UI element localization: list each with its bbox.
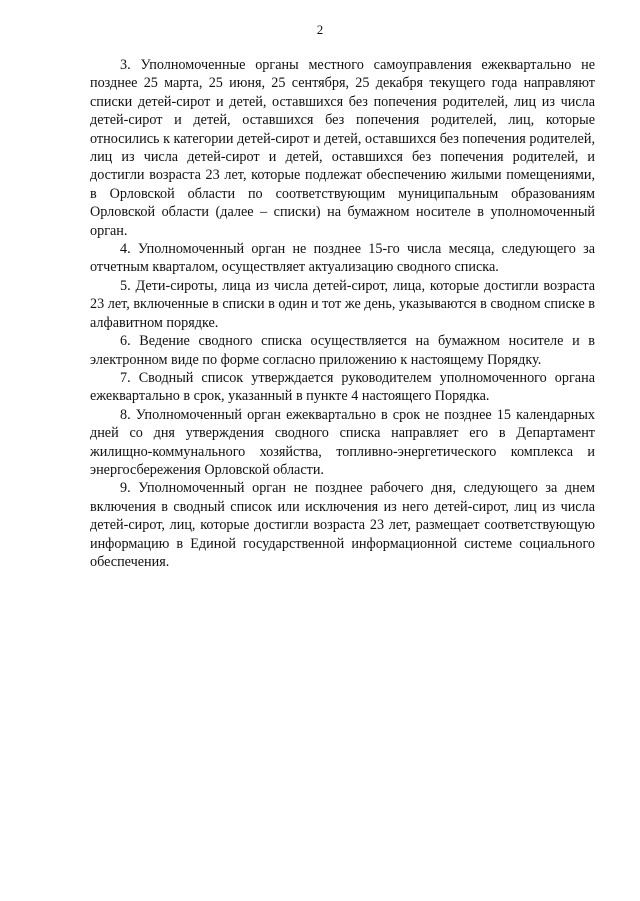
document-body bbox=[90, 56, 595, 571]
paragraph-9: 9. Уполномоченный орган не позднее рабочего дня, следующего за днем включения в сводный список или исключения из него детей-сирот, лиц из числа детей-сирот, лиц, которые достигли возраста 23 лет, размещает соответствующую информацию в Единой государственной информационной системе социального обеспечения. bbox=[90, 480, 595, 570]
paragraph-5: 5. Дети-сироты, лица из числа детей-сирот, лица, которые достигли возраста 23 лет, включенные в списки в один и тот же день, указываются в сводном списке в алфавитном порядке. bbox=[90, 277, 595, 331]
paragraph-3: 3. Уполномоченные органы местного самоуправления ежеквартально не позднее 25 марта, 25 июня, 25 сентября, 25 декабря текущего года направляют списки детей-сирот и детей, оставшихся без попечения родителей, лиц из числа детей-сирот и детей, оставшихся без попечения родителей, лиц, которые относились к категории детей-сирот и детей, оставшихся без попечения родителей, лиц из числа детей-сирот и детей, оставшихся без попечения родителей, и достигли возраста 23 лет, которые подлежат обеспечению жилыми помещениями, в Орловской области по соответствующим муниципальным образованиям Орловской области (далее – списки) на бумажном носителе в уполномоченный орган. bbox=[90, 57, 595, 239]
paragraph-7: 7. Сводный список утверждается руководителем уполномоченного органа ежеквартально в срок, указанный в пункте 4 настоящего Порядка. bbox=[90, 369, 595, 405]
paragraph-4: 4. Уполномоченный орган не позднее 15-го числа месяца, следующего за отчетным кварталом, осуществляет актуализацию сводного списка. bbox=[90, 241, 595, 276]
page-number: 2 bbox=[316, 22, 324, 37]
paragraph-6: 6. Ведение сводного списка осуществляется на бумажном носителе и в электронном виде по форме согласно приложению к настоящему Порядку. bbox=[90, 333, 595, 368]
paragraph-8: 8. Уполномоченный орган ежеквартально в срок не позднее 15 календарных дней со дня утверждения сводного списка направляет его в Департамент жилищно-коммунального хозяйства, топливно-энергетического комплекса и энергосбережения Орловской области. bbox=[90, 406, 595, 478]
